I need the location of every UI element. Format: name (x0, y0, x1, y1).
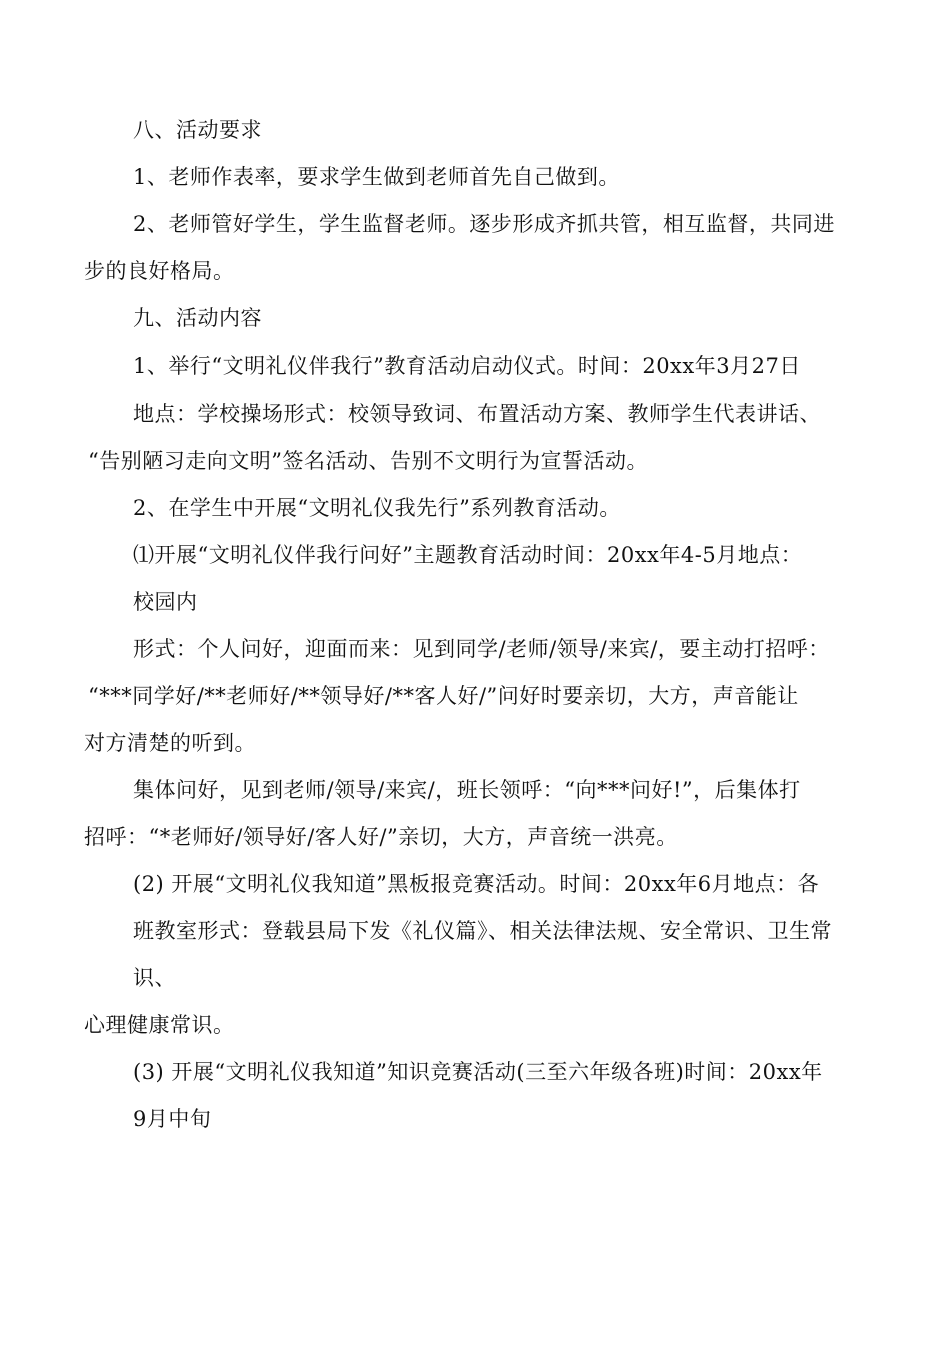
paragraph-line: “告别陋习走向文明”签名活动、告别不文明行为宣誓活动。 (88, 449, 648, 473)
paragraph-line: (3) 开展“文明礼仪我知道”知识竞赛活动(三至六年级各班)时间：20xx年 (133, 1060, 823, 1084)
section-heading-requirements: 八、活动要求 (133, 118, 262, 142)
paragraph-line: 1、老师作表率，要求学生做到老师首先自己做到。 (133, 165, 620, 189)
paragraph-line: 集体问好，见到老师/领导/来宾/，班长领呼：“向***问好!”，后集体打 (133, 778, 801, 802)
paragraph-line: 班教室形式：登载县局下发《礼仪篇》、相关法律法规、安全常识、卫生常 (133, 919, 832, 943)
section-heading-content: 九、活动内容 (133, 306, 262, 330)
paragraph-line: 校园内 (133, 590, 198, 614)
paragraph-line: 识、 (133, 966, 176, 990)
paragraph-line: (2) 开展“文明礼仪我知道”黑板报竞赛活动。时间：20xx年6月地点：各 (133, 872, 820, 896)
paragraph-line: 9月中旬 (133, 1107, 212, 1131)
paragraph-line: 2、老师管好学生，学生监督老师。逐步形成齐抓共管，相互监督，共同进 (133, 212, 835, 236)
paragraph-line: 1、举行“文明礼仪伴我行”教育活动启动仪式。时间：20xx年3月27日 (133, 354, 801, 378)
paragraph-line: 2、在学生中开展“文明礼仪我先行”系列教育活动。 (133, 496, 621, 520)
paragraph-line: “***同学好/**老师好/**领导好/**客人好/”问好时要亲切，大方，声音能让 (88, 684, 799, 708)
paragraph-line: 对方清楚的听到。 (84, 731, 256, 755)
paragraph-line: 招呼：“*老师好/领导好/客人好/”亲切，大方，声音统一洪亮。 (84, 825, 678, 849)
paragraph-line: 形式：个人问好，迎面而来：见到同学/老师/领导/来宾/，要主动打招呼： (133, 637, 830, 661)
paragraph-line: 步的良好格局。 (84, 259, 235, 283)
paragraph-line: ⑴开展“文明礼仪伴我行问好”主题教育活动时间：20xx年4-5月地点： (133, 543, 803, 567)
paragraph-line: 地点：学校操场形式：校领导致词、布置活动方案、教师学生代表讲话、 (133, 402, 821, 426)
paragraph-line: 心理健康常识。 (84, 1013, 235, 1037)
